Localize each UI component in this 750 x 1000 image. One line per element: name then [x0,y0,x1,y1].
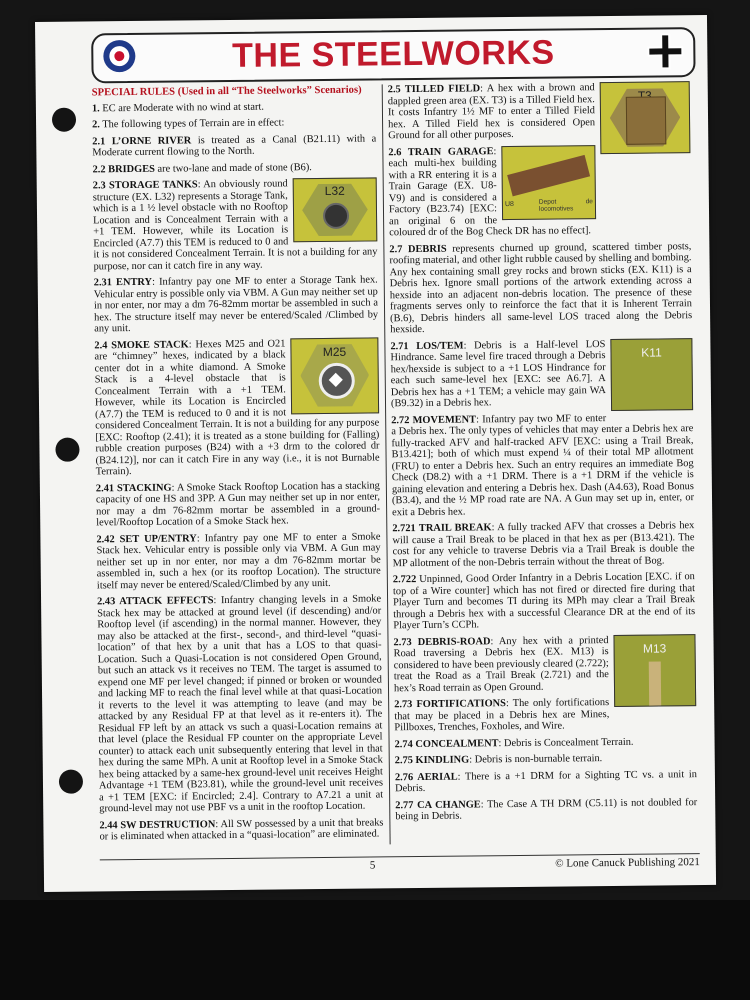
rule-2-3: L32 2.3 STORAGE TANKS: An obviously round structure (EX. L32) represents a Storage Tank, which is a 1 ½ level obstacle with no Rooftop Location and is Concealment Terrain with a +1 TEM. However, while its Location is Encircled (A7.7) this TEM is reduced to 0 and it is not considered Concealment Terrain. It is not a building for any purpose, nor can it catch fire in any way. [92,178,378,272]
rule-2-75: 2.75 KINDLING: Debris is non-burnable terrain. [394,753,603,767]
debris-road-image: M13 [613,634,696,707]
left-column [92,84,384,847]
rule-2-6: U8 Depot de locomotives 2.6 TRAIN GARAGE: each multi-hex building with a RR entering it is a Train Garage (EX. U8-V9) and is considered a Factory (B23.74) [EXC: an original 6 on the coloured dr of the Bog Check DR has no effect]. [388,144,691,239]
copyright: © Lone Canuck Publishing 2021 [555,856,700,870]
rule-2-5: 2.5 TILLED FIELD: A hex with a brown and dappled green area (EX. T3) is a Tilled Field hex. It costs Infantry 1½ MF to enter a Tilled Field hex. A Tilled Field hex is considered Open Ground for all other purposes. [388,81,691,142]
rule-2-721: 2.721 TRAIL BREAK: A fully tracked AFV that crosses a Debris hex will cause a Trail Break to be placed in that hex as per (B13.421). The cost for any vehicle to traverse Debris via a Trail Break is double the MP allotment of the non-Debris terrain without the threat of Bog. [392,520,695,569]
binder-hole [52,108,76,132]
rule-2-73-debris-road: M13 2.73 DEBRIS-ROAD: Any hex with a printed Road traversing a Debris hex (EX. M13) is considered to have been previously cleared (2.722); treat the Road as a Trail Break (2.721) and the hex’s Road terrain as Open Ground. [393,634,696,695]
rule-1: 1. EC are Moderate with no wind at start. [91,101,264,114]
rule-2-4: M25 2.4 SMOKE STACK: Hexes M25 and O21 are “chimney” hexes, indicated by a black center dot in a white diamond. A Smoke Stack is a 4-level obstacle that is Concealment Terrain with a +1 TEM. However, while its Location is Encircled (A7.7) the TEM is reduced to 0 and it is not considered Concealment Terrain. It is not a building for any purpose [EXC: Rooftop (2.41); it is treated as a stone building for (Falling) rubble creation purposes (B24) with a +3 drm to the colored dr (B24.12)], nor can it catch Fire in any way (i.e., it is not Burnable Terrain). [94,337,380,478]
rule-2-71: K11 2.71 LOS/TEM: Debris is a Half-level LOS Hindrance. Same level fire traced through a Debris hex/hexside is subject to a +1 LOS Hindrance for each such same-level hex [EXC: see A6.7]. A Debris hex has a +1 TEM; a vehicle may gain WA (B9.32) in a Debris hex. [390,338,693,410]
title-banner [91,27,695,83]
train-garage-image: U8 Depot de locomotives [501,145,596,220]
rule-2-722: 2.722 Unpinned, Good Order Infantry in a Debris Location [EXC. if on top of a Wire counter] which has not fired or directed fire during that Player Turn and becomes TI during its MPh may clear a Trail Break through a Debris hex with a successful Clearance DR at the end of its Player Turn’s CCPh. [392,571,696,632]
rule-2-7: 2.7 DEBRIS represents churned up ground, scattered timber posts, roofing material, and other light rubble caused by shelling and bombing. Any hex containing small grey rocks and brown sticks (EX. K11) is a Debris hex. Ignore small portions of the artwork extending across a hexside into an adjacent non-debris location. The presence of these fragments serves only to reinforce the fact that it is Inherent Terrain (B.6), Debris hinders all same-level LOS traced along the Debris hexside. [389,240,693,336]
rule-2-44: 2.44 SW DESTRUCTION: All SW possessed by a unit that breaks or is eliminated when attacked in a “quasi-location” are eliminated. [99,816,384,843]
rule-2-41: 2.41 STACKING: A Smoke Stack Rooftop Location has a stacking capacity of one HS and 3PP. A Gun may neither set up in nor enter, nor may a dm 76-82mm mortar be assembled in a ground-level/Rooftop Location of a Smoke Stack hex. [95,479,381,529]
binder-hole [59,770,83,794]
rule-2-43: 2.43 ATTACK EFFECTS: Infantry changing levels in a Smoke Stack hex may be attacked at ground level (if descending) and/or Rooftop level (if ascending) in the normal manner. However, they may also be attacked at the first-, second-, and third-level “quasi-location” of that hex by a unit that has a LOS to that quasi-Location. Such a Quasi-Location is not considered Open Ground, but such an attack vs it receives no TEM. The target is assumed to expend one MF per level changed; if pinned or broken or wounded and lacking MF to reach the final level while at that quasi-Location it reverts to the level it was attempting to leave (and may be attacked by any Residual FP at that level as it re-enters it). The Residual FP left by an attack vs such a quasi-Location remains at that level (place the Residual FP counter on the appropriate Level counter) to attack each unit subsequently entering that level in that hex during the same MPh. A unit at Rooftop level in a Smoke Stack hex being attacked by a same-hex ground-level unit receives Height Advantage +1 TEM (B23.81), while the ground-level unit receives a +1 TEM [EXC: if Encircled; 2.4]. Contrary to A7.21 a unit at ground-level may not use PBF vs a unit in the rooftop Location. [97,593,384,815]
rule-2-76: 2.76 AERIAL: There is a +1 DRM for a Sighting TC vs. a unit in Debris. [394,768,697,795]
debris-image: K11 [610,338,693,411]
page-footer [100,853,700,874]
storage-tank-image: L32 [293,177,378,242]
table-surface [0,900,750,1000]
rule-2-77: 2.77 CA CHANGE: The Case A TH DRM (C5.11) is not doubled for being in Debris. [395,796,698,823]
rules-page [35,15,716,892]
rule-2: 2. The following types of Terrain are in effect: [92,117,285,131]
rule-2-31: 2.31 ENTRY: Infantry pay one MF to enter a Storage Tank hex. Vehicular entry is possible only via VBM. A Gun may neither set up in nor enter, nor may a dm 76-82mm mortar be assembled in such a hex. The structure itself may never be entered/Scaled /Climbed by any unit. [93,274,379,335]
rule-2-2: 2.2 BRIDGES are two-lane and made of stone (B6). [92,161,312,175]
rule-2-72: 2.72 MOVEMENT: Infantry pay two MF to enter a Debris hex. The only types of vehicles that may enter a Debris hex are fully-tracked AFV and half-tracked AFV [EXC: using a Trail Break, B13.421]; both of which must expend ¼ of their total MP allotment (FRU) to enter a Debris hex. Such an entry requires an immediate Bog Check (D8.2) with a +1 DRM. There is a +1 DRM if the vehicle is gaining elevation and entering a Debris hex. Dash (A4.63), Road Bonus (B3.4), and the ½ MP road rate are NA. A Gun may set up in, enter, or exit a Debris hex. [391,412,695,518]
rule-2-1: 2.1 L’ORNE RIVER is treated as a Canal (B21.11) with a Moderate current flowing to the North. [92,132,377,159]
right-column [388,81,698,828]
rule-2-42: 2.42 SET UP/ENTRY: Infantry pay one MF to enter a Smoke Stack hex. Vehicular entry is possible only via VBM. A Gun may neither set up in nor enter, nor may a dm 76-82mm mortar be assembled in, such a hex (or its rooftop Location). The structure itself may never be entered/Scaled/Climbed by any unit. [96,530,381,591]
page-number: 5 [369,859,376,872]
tilled-field-image [600,81,691,154]
smoke-stack-image: M25 [290,337,379,414]
special-rules-heading: SPECIAL RULES (Used in all “The Steelworks” Scenarios) [91,84,362,99]
rule-2-73-fortifications: 2.73 FORTIFICATIONS: The only fortifications that may be placed in a Debris hex are Mines, Pillboxes, Trenches, Foxholes, and Wire. [394,697,610,734]
binder-hole [55,438,79,462]
balkenkreuz-icon [647,33,683,69]
rule-2-74: 2.74 CONCEALMENT: Debris is Concealment Terrain. [394,736,634,750]
page-title: THE STEELWORKS [231,33,555,75]
